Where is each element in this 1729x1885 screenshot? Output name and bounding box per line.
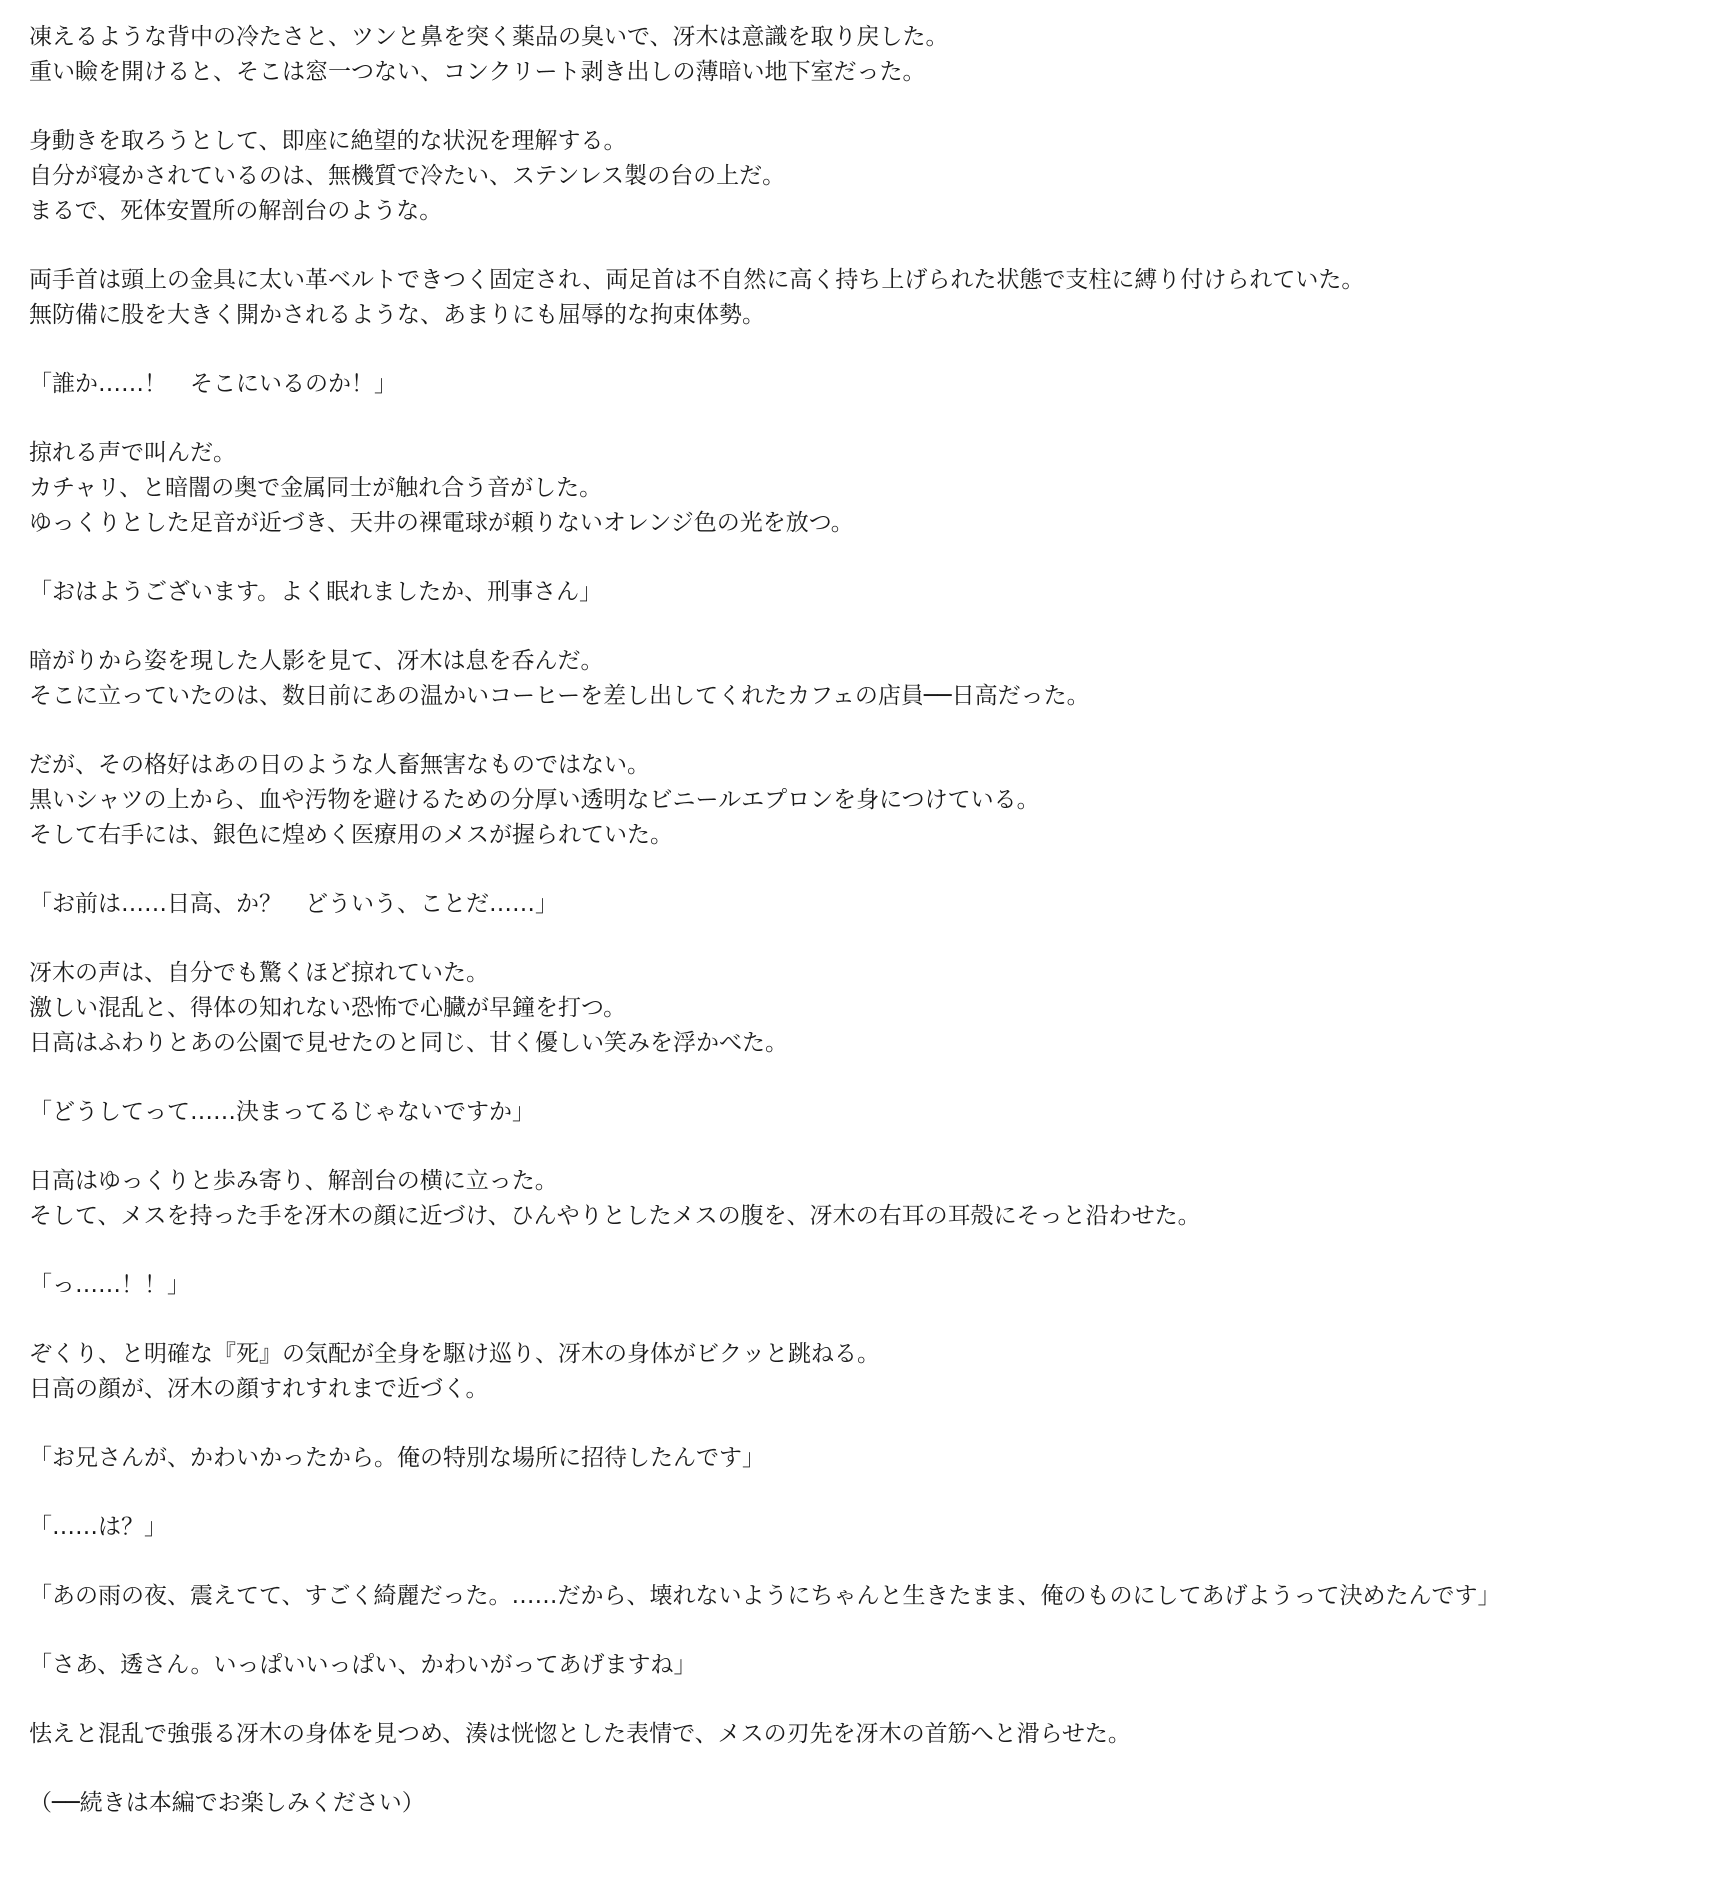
story-paragraph: [29, 644, 1709, 714]
story-paragraph: [29, 1164, 1709, 1234]
story-line: そして、メスを持った手を冴木の顔に近づけ、ひんやりとしたメスの腹を、冴木の右耳の耳殻にそっと沿わせた。: [29, 1203, 1201, 1229]
story-paragraph: [29, 887, 1709, 922]
story-paragraph: [29, 436, 1709, 541]
story-paragraph: [29, 1786, 1709, 1821]
story-line: そこに立っていたのは、数日前にあの温かいコーヒーを差し出してくれたカフェの店員──日高だった。: [29, 683, 1090, 709]
story-line: 掠れる声で叫んだ。: [29, 440, 236, 466]
story-line: 冴木の声は、自分でも驚くほど掠れていた。: [29, 960, 489, 986]
story-line: 「お兄さんが、かわいかったから。俺の特別な場所に招待したんです」: [29, 1445, 765, 1471]
story-paragraph: [29, 1510, 1709, 1545]
story-paragraph: [29, 575, 1709, 610]
story-line: 日高はゆっくりと歩み寄り、解剖台の横に立った。: [29, 1168, 558, 1194]
story-line: 両手首は頭上の金具に太い革ベルトできつく固定され、両足首は不自然に高く持ち上げられた状態で支柱に縛り付けられていた。: [29, 267, 1365, 293]
story-line: 凍えるような背中の冷たさと、ツンと鼻を突く薬品の臭いで、冴木は意識を取り戻した。: [29, 24, 949, 50]
story-line: 暗がりから姿を現した人影を見て、冴木は息を呑んだ。: [29, 648, 604, 674]
story-line: 無防備に股を大きく開かされるような、あまりにも屈辱的な拘束体勢。: [29, 302, 765, 328]
story-paragraph: [29, 1648, 1709, 1683]
story-line: カチャリ、と暗闇の奥で金属同士が触れ合う音がした。: [29, 475, 603, 501]
story-line: 激しい混乱と、得体の知れない恐怖で心臓が早鐘を打つ。: [29, 995, 627, 1021]
story-line: 「おはようございます。よく眠れましたか、刑事さん」: [29, 579, 603, 605]
story-paragraph: [29, 1268, 1709, 1303]
story-line: 自分が寝かされているのは、無機質で冷たい、ステンレス製の台の上だ。: [29, 163, 786, 189]
story-line: 「お前は……日高、か？ どういう、ことだ……」: [29, 891, 558, 917]
story-paragraph: [29, 124, 1709, 229]
story-line: 怯えと混乱で強張る冴木の身体を見つめ、湊は恍惚とした表情で、メスの刃先を冴木の首筋へと滑らせた。: [29, 1721, 1131, 1747]
story-paragraph: [29, 748, 1709, 853]
story-line: 「どうしてって……決まってるじゃないですか」: [29, 1099, 535, 1125]
story-line: 黒いシャツの上から、血や汚物を避けるための分厚い透明なビニールエプロンを身につけている。: [29, 787, 1040, 813]
story-paragraph: [29, 1095, 1709, 1130]
story-paragraph: [29, 1337, 1709, 1407]
story-text: [29, 20, 1709, 1855]
story-paragraph: [29, 367, 1709, 402]
story-line: そして右手には、銀色に煌めく医療用のメスが握られていた。: [29, 822, 673, 848]
story-paragraph: [29, 263, 1709, 333]
story-line: 日高はふわりとあの公園で見せたのと同じ、甘く優しい笑みを浮かべた。: [29, 1030, 788, 1056]
story-line: 日高の顔が、冴木の顔すれすれまで近づく。: [29, 1376, 489, 1402]
story-line: ぞくり、と明確な『死』の気配が全身を駆け巡り、冴木の身体がビクッと跳ねる。: [29, 1341, 880, 1367]
story-line: 「さあ、透さん。いっぱいいっぱい、かわいがってあげますね」: [29, 1652, 697, 1678]
story-line: だが、その格好はあの日のような人畜無害なものではない。: [29, 752, 650, 778]
story-paragraph: [29, 1579, 1709, 1614]
story-line: 身動きを取ろうとして、即座に絶望的な状況を理解する。: [29, 128, 627, 154]
story-paragraph: [29, 20, 1709, 90]
story-line: まるで、死体安置所の解剖台のような。: [29, 198, 443, 224]
story-line: 「誰か……！ そこにいるのか！」: [29, 371, 397, 397]
story-paragraph: [29, 956, 1709, 1061]
story-line: （──続きは本編でお楽しみください）: [29, 1790, 425, 1816]
story-line: 「……は？」: [29, 1514, 167, 1540]
story-paragraph: [29, 1441, 1709, 1476]
story-line: 「あの雨の夜、震えてて、すごく綺麗だった。……だから、壊れないようにちゃんと生きたまま、俺のものにしてあげようって決めたんです」: [29, 1583, 1501, 1609]
story-line: 重い瞼を開けると、そこは窓一つない、コンクリート剥き出しの薄暗い地下室だった。: [29, 59, 926, 85]
story-paragraph: [29, 1717, 1709, 1752]
story-line: ゆっくりとした足音が近づき、天井の裸電球が頼りないオレンジ色の光を放つ。: [29, 510, 854, 536]
story-line: 「っ……！！」: [29, 1272, 190, 1298]
